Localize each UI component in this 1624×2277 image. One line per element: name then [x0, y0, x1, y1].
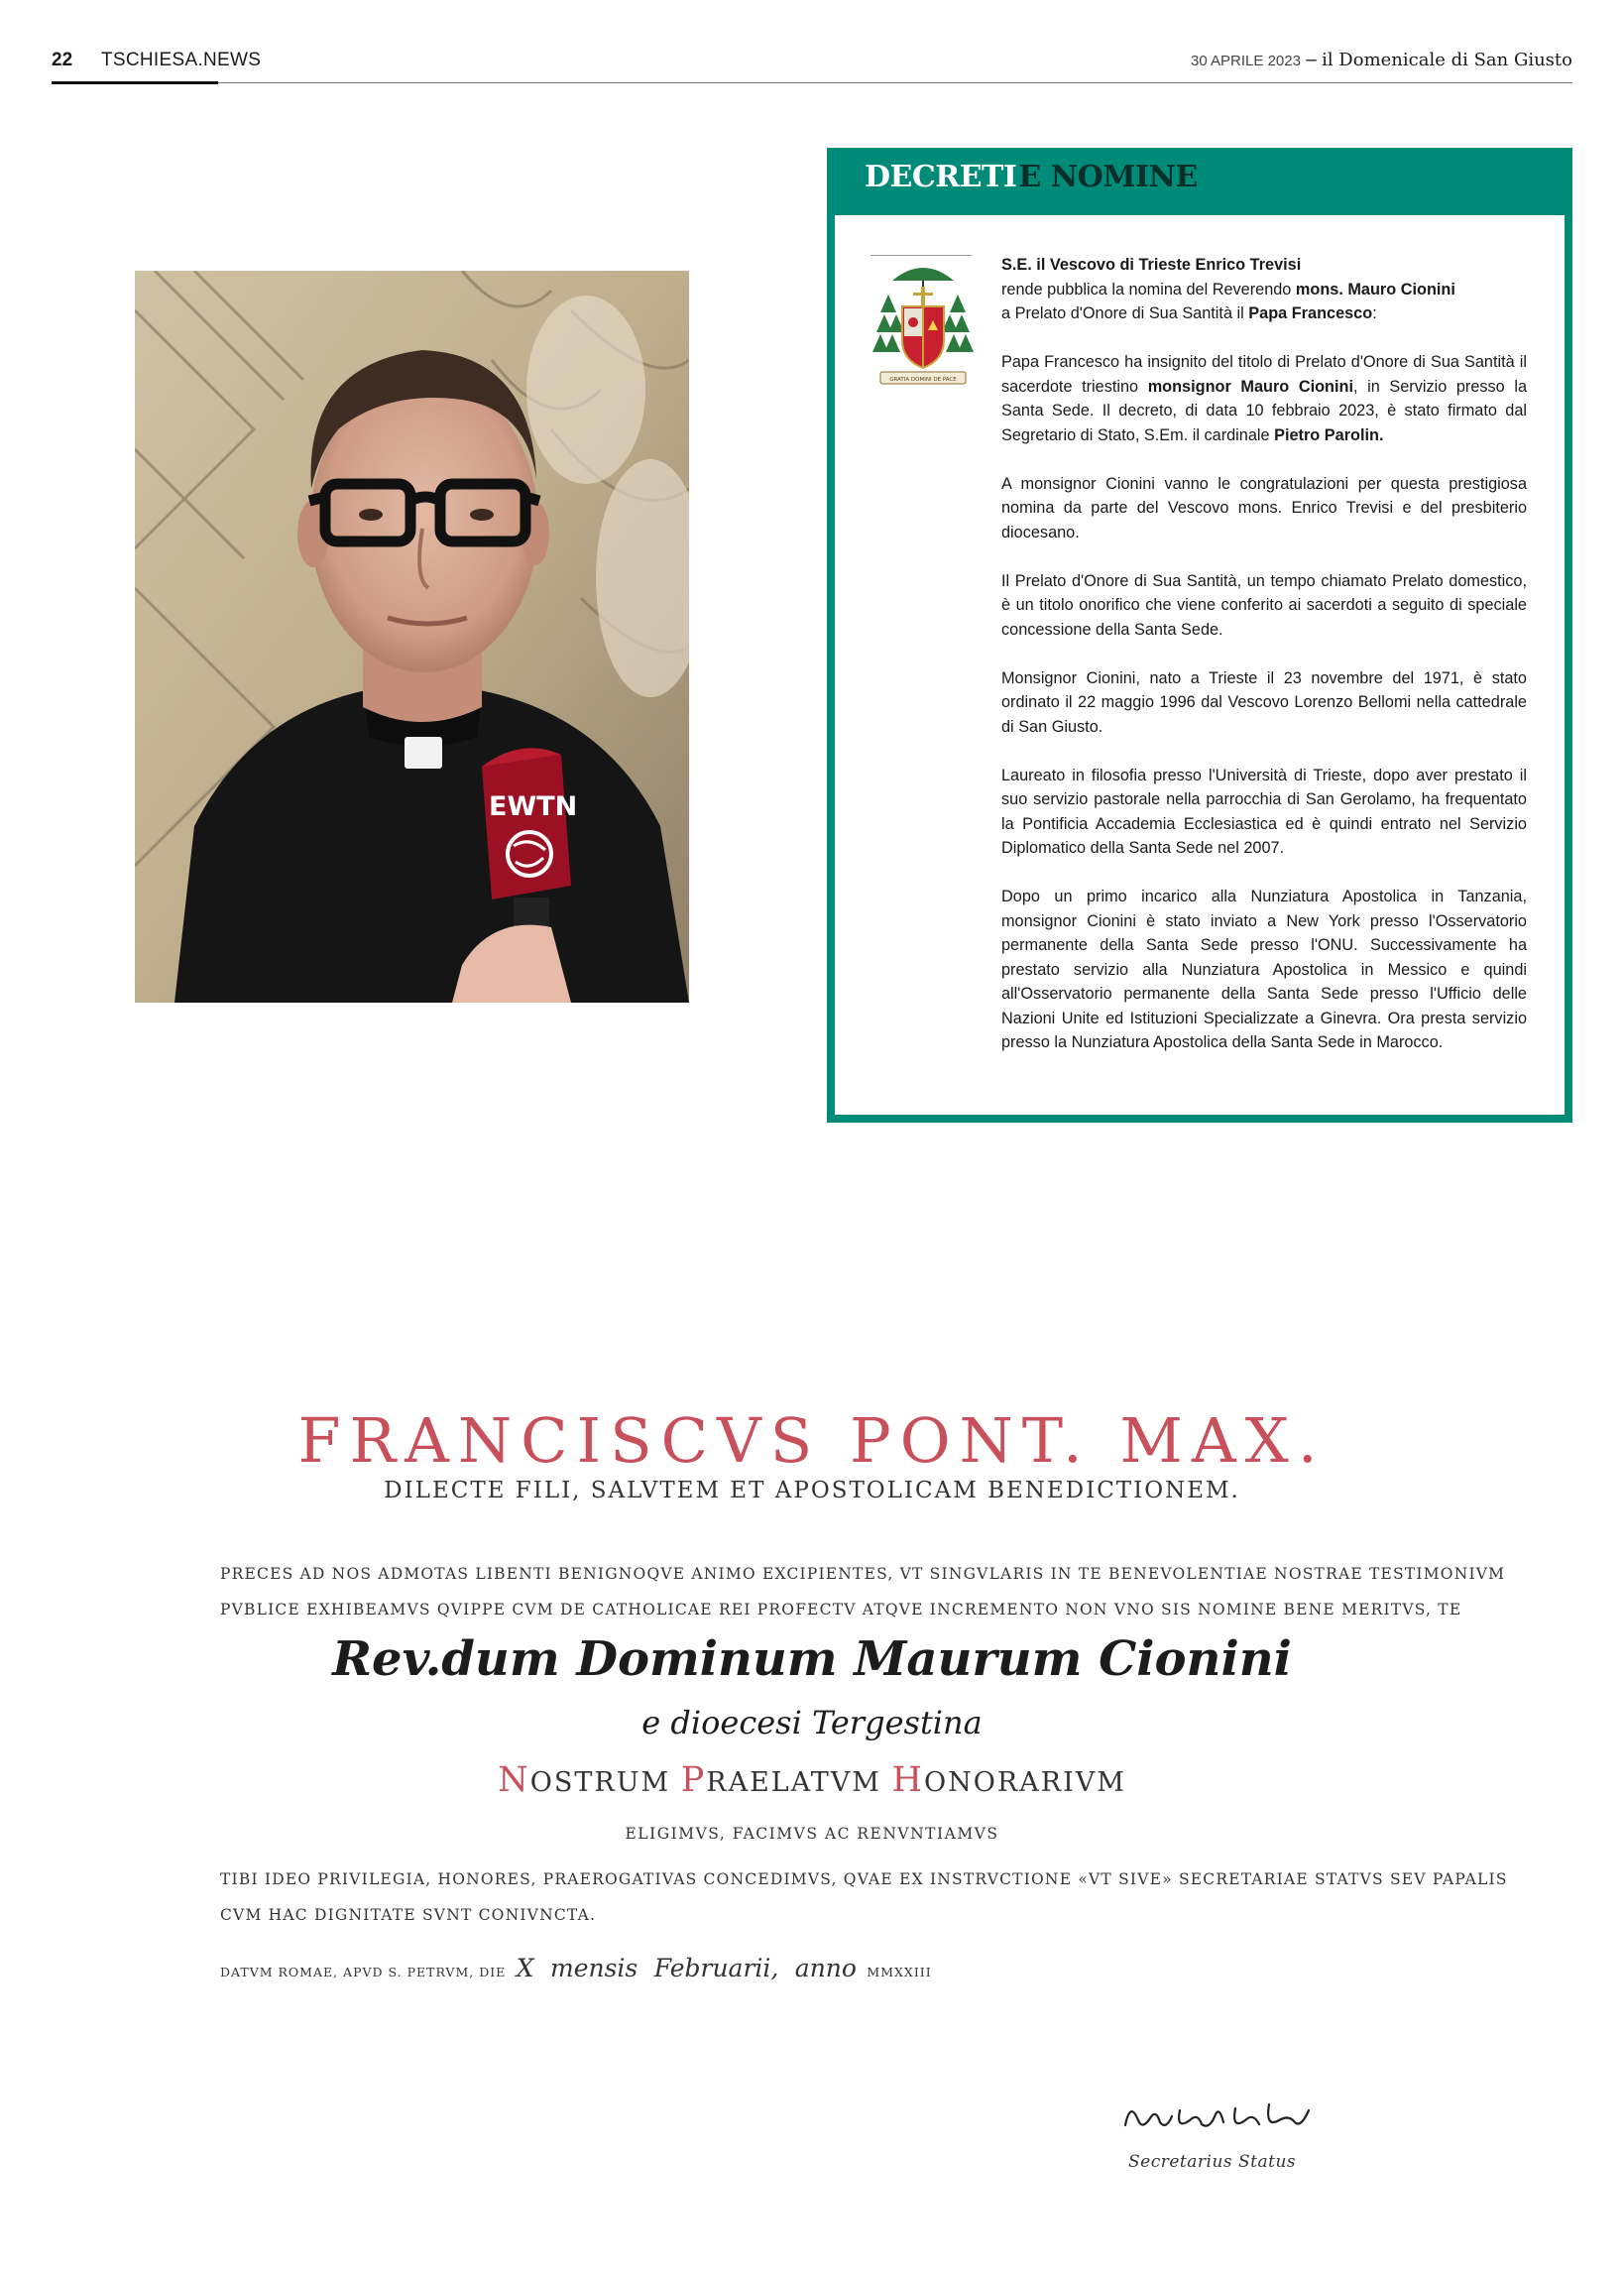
issue-date: 30 APRILE 2023 [1191, 53, 1301, 69]
crest-motto: GRATIA DOMINI DE PACE [889, 377, 957, 383]
decree-title-sub: E NOMINE [1018, 160, 1198, 194]
decree-paragraph-4: Il Prelato d'Onore di Sua Santità, un tempo chiamato Prelato domestico, è un titolo onorifico che viene conferito ai sacerdoti a seguito di speciale concessione della Santa Sede. [1001, 571, 1527, 639]
brief-date-prefix: DATVM ROMAE, APVD S. PETRVM, DIE [220, 1965, 507, 1979]
brief-initial-n: N [498, 1760, 530, 1800]
decree-p2-text-a: Papa Francesco ha insignito del titolo di Prelato d'Onore di Sua Santità il sacerdote triestino [1001, 353, 1527, 396]
decree-paragraph-1 [1001, 253, 1527, 326]
brief-title: FRANCISCVS PONT. MAX. [297, 1404, 1327, 1477]
mic-logo: EWTN [489, 791, 578, 822]
decree-title [865, 160, 1198, 194]
decree-p1-text: rende pubblica la nomina del Reverendo [1001, 280, 1296, 299]
brief-diocese: e dioecesi Tergestina [641, 1704, 983, 1741]
brief-date-month: Februarii, [653, 1954, 779, 1982]
signature-title: Secretarius Status [1128, 2152, 1297, 2172]
cardinal-signature [1120, 2091, 1319, 2140]
header-rule [52, 82, 1572, 83]
decree-paragraph-3: A monsignor Cionini vanno le congratulazioni per questa prestigiosa nomina da parte del Vescovo mons. Enrico Trevisi e del presbiterio diocesano. [1001, 474, 1527, 541]
decree-paragraph-2 [1001, 350, 1527, 447]
decree-p1-text-2: a Prelato d'Onore di Sua Santità il [1001, 304, 1249, 322]
header-rule-accent [52, 81, 218, 84]
brief-date-mensis: mensis [550, 1954, 638, 1982]
brief-date [220, 1954, 932, 1982]
brief-line-4: CVM HAC DIGNITATE SVNT CONIVNCTA. [220, 1906, 597, 1924]
brief-date-year: MMXXIII [867, 1965, 932, 1979]
decree-paragraph-6: Laureato in filosofia presso l'Università di Trieste, dopo aver prestato il suo servizio pastorale nella parrocchia di San Gerolamo, ha frequentato la Pontificia Accademia Ecclesiastica ed è quindi entrato nel Servizio Diplomatico della Santa Sede nel 2007. [1001, 766, 1527, 857]
issue-info [1191, 50, 1572, 71]
bishop-crest [870, 251, 976, 394]
page-number: 22 [52, 50, 73, 70]
brief-eligimus: ELIGIMVS, FACIMVS AC RENVNTIAMVS [625, 1825, 999, 1843]
decree-p2-name: monsignor Mauro Cionini [1147, 377, 1353, 396]
brief-initial-h: H [891, 1760, 925, 1800]
papal-brief [0, 1329, 1624, 2202]
brief-word-2: RAELATVM [706, 1767, 892, 1798]
decree-p2-text-c: , in Servizio presso la Santa Sede. Il decreto, di data 10 febbraio 2023, è stato firmato dal Segretario di Stato, S.Em. il cardinale [1001, 377, 1527, 444]
issue-separator: – [1300, 50, 1323, 70]
brief-word-3: ONORARIVM [924, 1767, 1126, 1798]
decree-nominee: mons. Mauro Cionini [1295, 280, 1455, 299]
decree-p2-cardinal: Pietro Parolin. [1274, 425, 1384, 444]
brief-prelatus [0, 1760, 1624, 1800]
portrait-illustration [135, 271, 689, 1003]
brief-nominee-name: Rev.dum Dominum Maurum Cionini [332, 1631, 1292, 1687]
brief-date-day: X [516, 1954, 534, 1982]
decree-p1-colon: : [1372, 304, 1377, 322]
brief-greeting: DILECTE FILI, SALVTEM ET APOSTOLICAM BENEDICTIONEM. [384, 1478, 1240, 1503]
portrait-photo [135, 271, 689, 1003]
decree-text [1001, 253, 1527, 1079]
brief-date-anno: anno [794, 1954, 857, 1982]
decree-paragraph-5: Monsignor Cionini, nato a Trieste il 23 novembre del 1971, è stato ordinato il 22 maggio 1996 dal Vescovo Lorenzo Bellomi nella cattedrale di San Giusto. [1001, 668, 1527, 736]
coat-of-arms-icon [870, 251, 976, 394]
paper-name: il Domenicale di San Giusto [1322, 50, 1572, 70]
page-header [52, 48, 1572, 83]
decree-title-main: DECRETI [865, 160, 1017, 194]
site-name: TSCHIESA.NEWS [101, 50, 262, 70]
decree-panel [835, 215, 1565, 1115]
decree-issuer: S.E. il Vescovo di Trieste Enrico Trevisi [1001, 256, 1302, 274]
brief-initial-p: P [680, 1760, 707, 1800]
decree-pope: Papa Francesco [1248, 304, 1373, 322]
decree-paragraph-7: Dopo un primo incarico alla Nunziatura Apostolica in Tanzania, monsignor Cionini è stato inviato a New York presso l'Osservatorio permanente della Santa Sede presso l'ONU. Successivamente ha prestato servizio alla Nunziatura Apostolica in Messico e quindi all'Osservatorio permanente della Santa Sede presso l'Ufficio delle Nazioni Unite ed Istituzioni Specializzate a Ginevra. Ora presta servizio presso la Nunziatura Apostolica della Santa Sede in Marocco. [1001, 888, 1527, 1051]
brief-line-1: PRECES AD NOS ADMOTAS LIBENTI BENIGNOQVE ANIMO EXCIPIENTES, VT SINGVLARIS IN TE BENEVOLENTIAE NOSTRAE TESTIMONIVM [220, 1565, 1506, 1583]
brief-line-2: PVBLICE EXHIBEAMVS QVIPPE CVM DE CATHOLICAE REI PROFECTV ATQVE INCREMENTO NON VNO SIS NOMINE BENE MERITVS, TE [220, 1601, 1462, 1618]
brief-word-1: OSTRUM [529, 1767, 681, 1798]
decree-box [827, 148, 1572, 1123]
brief-line-3: TIBI IDEO PRIVILEGIA, HONORES, PRAEROGATIVAS CONCEDIMVS, QVAE EX INSTRVCTIONE «VT SIVE» SECRETARIAE STATVS SEV PAPALIS [220, 1870, 1508, 1888]
